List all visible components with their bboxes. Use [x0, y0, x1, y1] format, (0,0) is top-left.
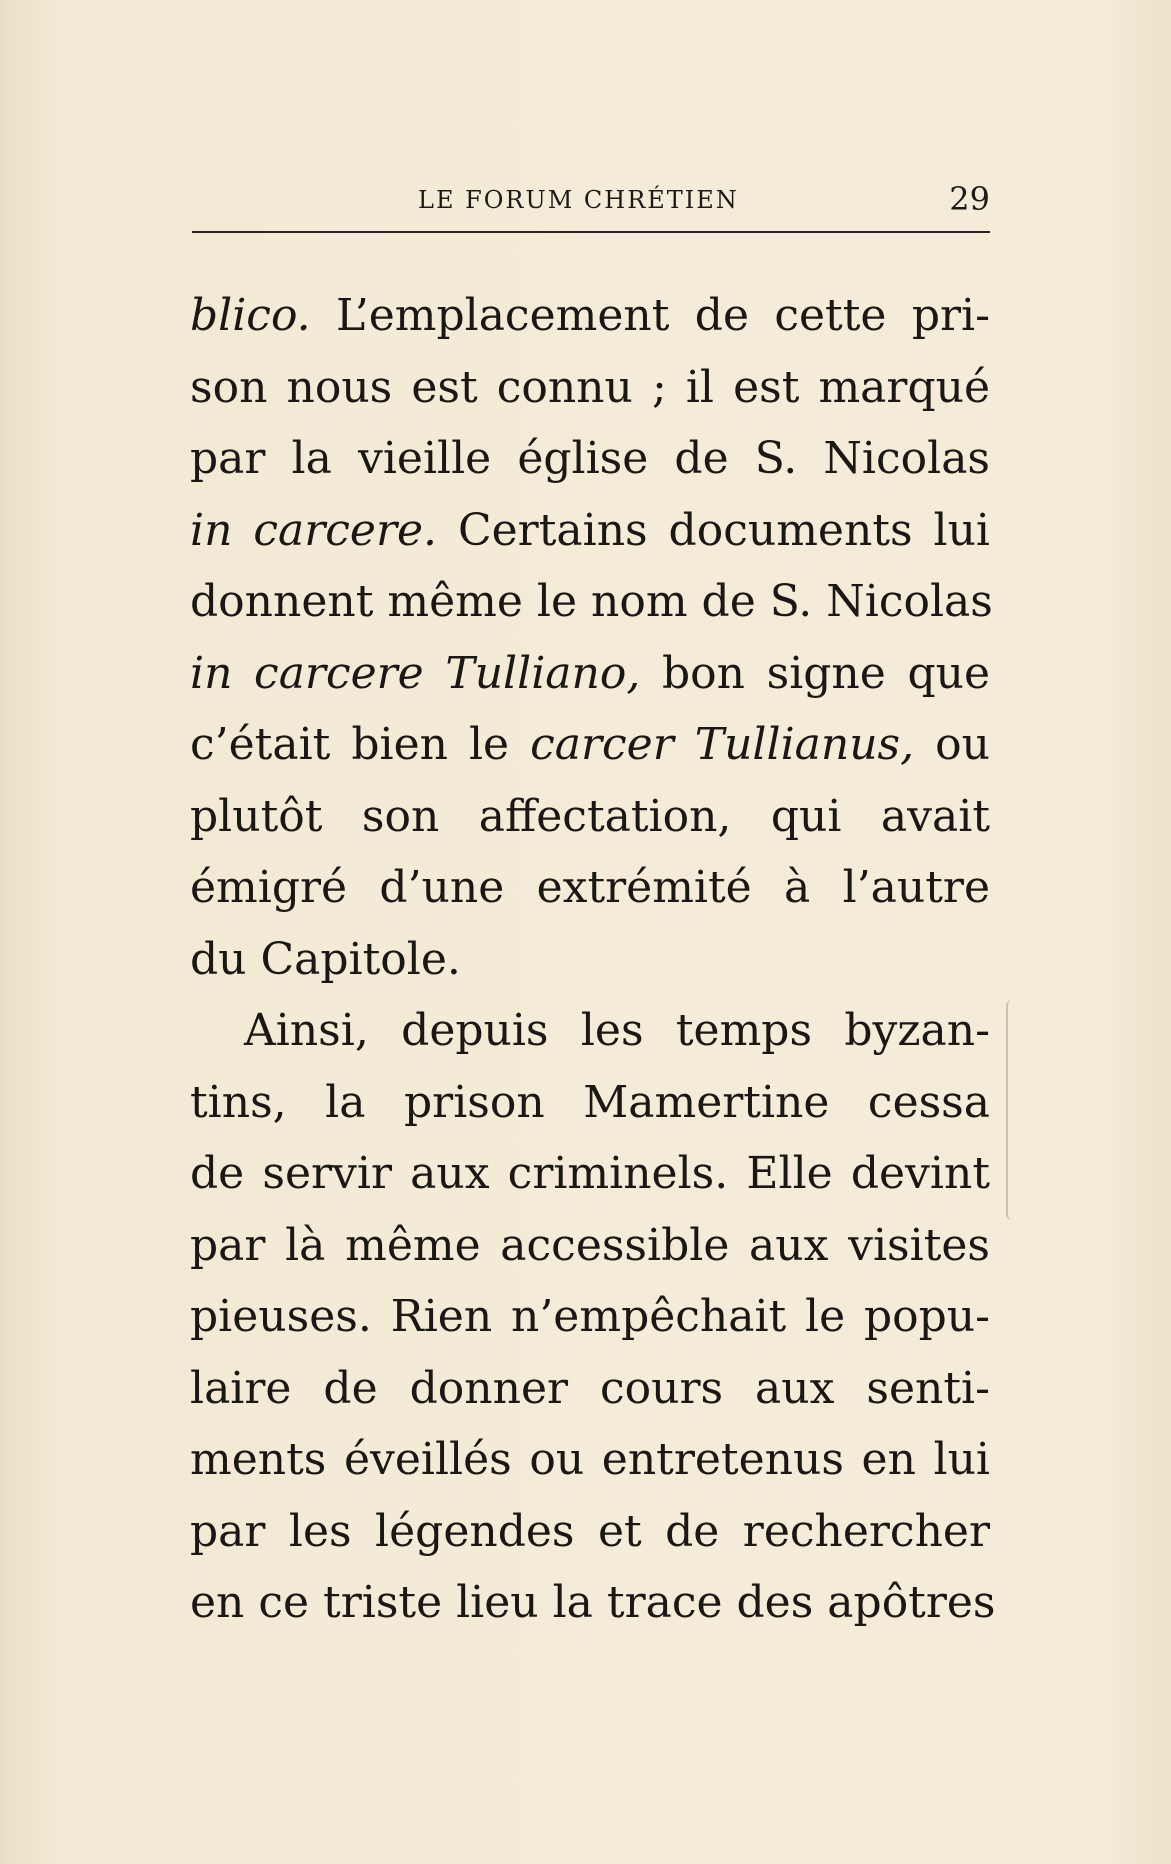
- text-line: par la vieille église de S. Nicolas: [190, 433, 990, 484]
- text-line: tins, la prison Mamertine cessa: [190, 1076, 990, 1128]
- paragraph-end-line: du Capitole.: [190, 933, 461, 985]
- text-line: en ce triste lieu la trace des apôtres: [190, 1577, 996, 1628]
- running-title: LE FORUM CHRÉTIEN: [418, 186, 739, 214]
- text-line: in carcere Tulliano, bon signe que: [190, 647, 990, 699]
- page-number: 29: [949, 180, 990, 218]
- text-line: laire de donner cours aux senti-: [190, 1362, 990, 1414]
- text-line: ments éveillés ou entretenus en lui: [190, 1434, 990, 1485]
- text-line: par là même accessible aux visites: [190, 1219, 990, 1271]
- text-line: émigré d’une extrémité à l’autre: [190, 862, 990, 913]
- paragraph-start-line: Ainsi, depuis les temps byzan-: [244, 1005, 990, 1056]
- italic-text: blico.: [190, 290, 311, 341]
- text-line: in carcere. Certains documents lui: [190, 504, 990, 556]
- text-line: son nous est connu ; il est marqué: [190, 361, 990, 413]
- text-line: de servir aux criminels. Elle devint: [190, 1148, 990, 1199]
- text-line: donnent même le nom de S. Nicolas: [190, 576, 993, 627]
- italic-text: carcer Tullianus,: [530, 719, 915, 770]
- text-line: pieuses. Rien n’empêchait le popu-: [190, 1291, 990, 1342]
- text-line: blico. L’emplacement de cette pri-: [190, 290, 990, 341]
- header-rule: [192, 231, 990, 233]
- italic-text: in carcere Tulliano,: [190, 647, 641, 699]
- margin-pencil-mark: [1006, 1000, 1016, 1220]
- body-text: [190, 280, 996, 1639]
- page-header: [192, 178, 990, 228]
- text-line: plutôt son affectation, qui avait: [190, 790, 990, 842]
- text-line: c’était bien le carcer Tullianus, ou: [190, 719, 990, 770]
- text-line: par les légendes et de rechercher: [190, 1505, 990, 1557]
- italic-text: in carcere.: [190, 504, 438, 556]
